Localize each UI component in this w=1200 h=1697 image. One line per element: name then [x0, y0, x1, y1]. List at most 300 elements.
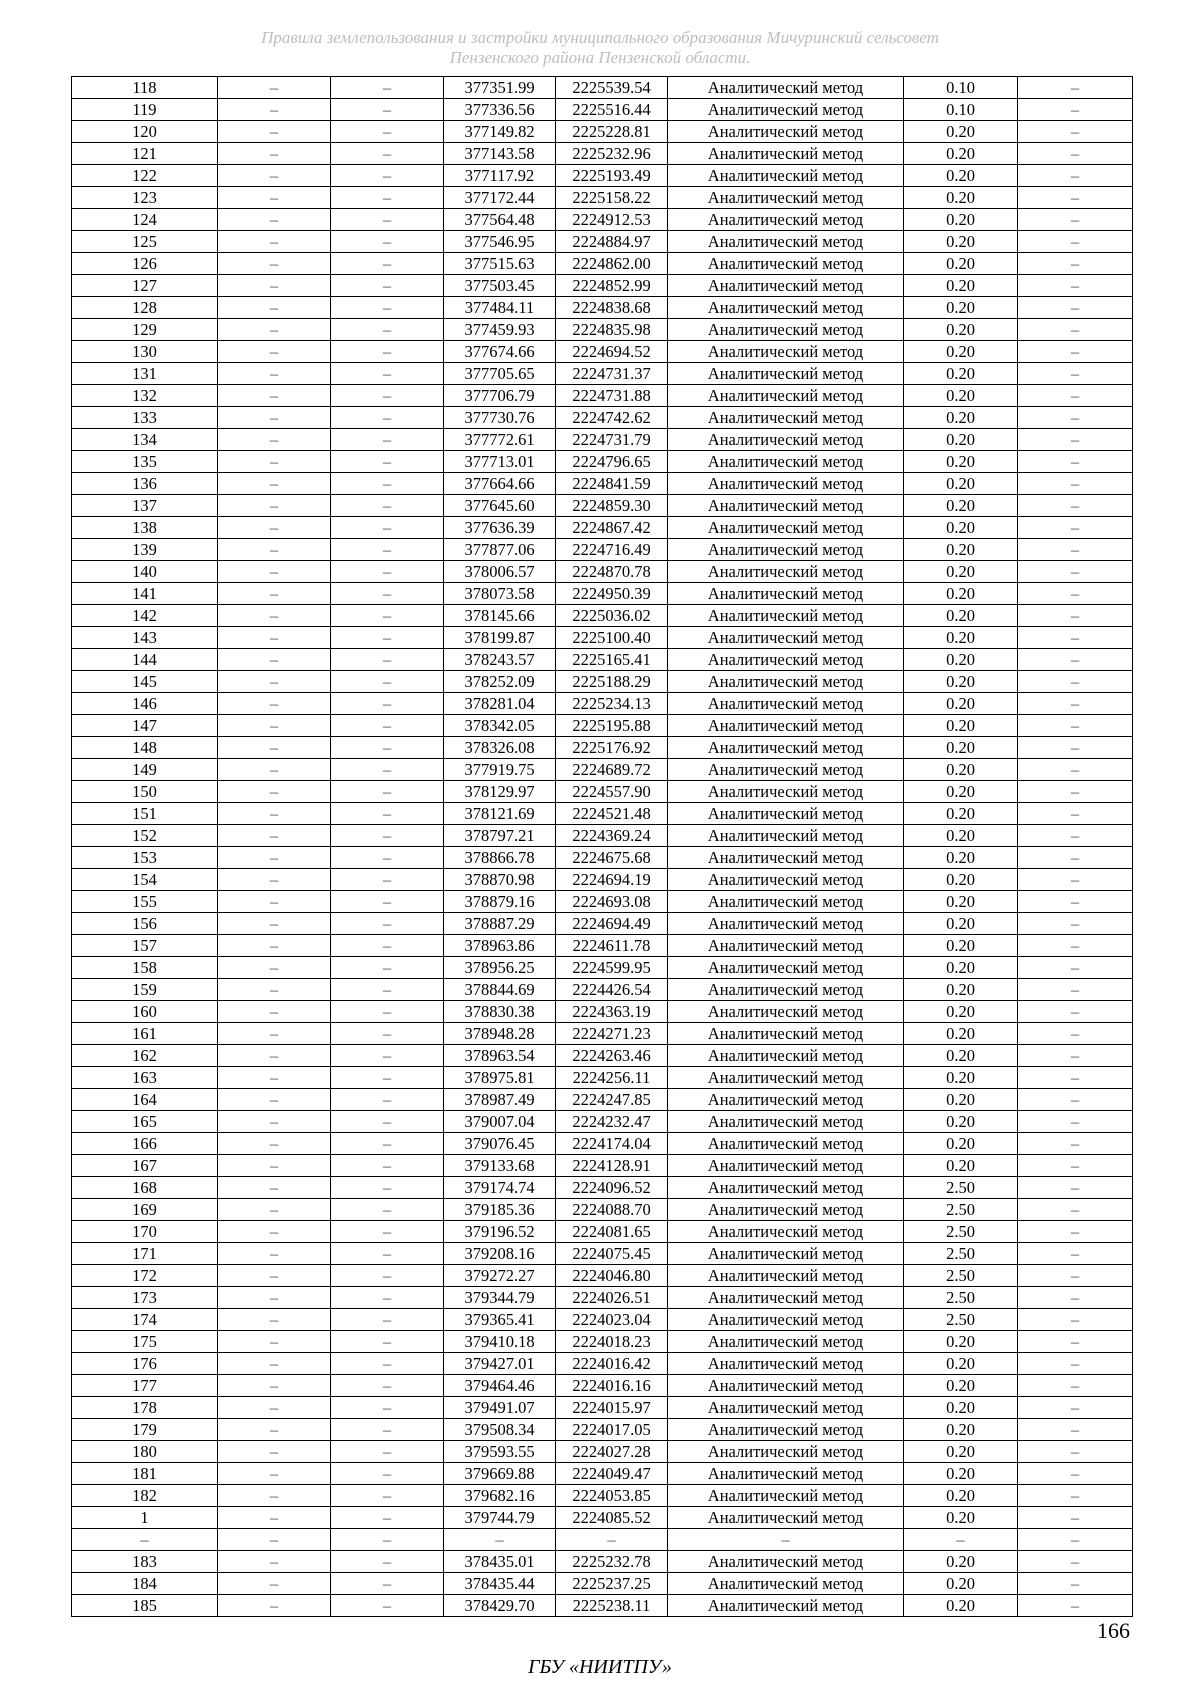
table-cell: 377706.79 — [444, 385, 556, 407]
table-row — [72, 1551, 1133, 1573]
table-cell: 139 — [72, 539, 218, 561]
table-cell: 379133.68 — [444, 1155, 556, 1177]
table-cell: 2224693.08 — [556, 891, 668, 913]
table-cell: Аналитический метод — [668, 473, 904, 495]
table-cell: 0.20 — [904, 473, 1018, 495]
table-cell: – — [1018, 1045, 1133, 1067]
table-cell: 176 — [72, 1353, 218, 1375]
table-cell: 145 — [72, 671, 218, 693]
table-row — [72, 1155, 1133, 1177]
table-cell: 377919.75 — [444, 759, 556, 781]
table-cell: – — [1018, 1375, 1133, 1397]
table-cell: Аналитический метод — [668, 209, 904, 231]
table-cell: 166 — [72, 1133, 218, 1155]
table-row — [72, 341, 1133, 363]
table-cell: – — [331, 1067, 444, 1089]
table-cell: 2224096.52 — [556, 1177, 668, 1199]
table-cell: 2225176.92 — [556, 737, 668, 759]
table-cell: 164 — [72, 1089, 218, 1111]
table-cell: – — [331, 825, 444, 847]
table-row — [72, 1397, 1133, 1419]
table-cell: 134 — [72, 429, 218, 451]
table-cell: 2224870.78 — [556, 561, 668, 583]
table-cell: 0.20 — [904, 319, 1018, 341]
table-cell: – — [331, 1177, 444, 1199]
table-cell: 2224694.52 — [556, 341, 668, 363]
table-cell: – — [331, 715, 444, 737]
table-cell: Аналитический метод — [668, 319, 904, 341]
table-cell: 174 — [72, 1309, 218, 1331]
table-cell: 144 — [72, 649, 218, 671]
table-cell: Аналитический метод — [668, 1551, 904, 1573]
table-cell: Аналитический метод — [668, 407, 904, 429]
table-cell: 2225100.40 — [556, 627, 668, 649]
table-row — [72, 605, 1133, 627]
table-row — [72, 1045, 1133, 1067]
table-cell: 379682.16 — [444, 1485, 556, 1507]
table-cell: 2224088.70 — [556, 1199, 668, 1221]
table-cell: 377336.56 — [444, 99, 556, 121]
table-cell: 378145.66 — [444, 605, 556, 627]
table-cell: – — [1018, 1067, 1133, 1089]
table-cell: – — [1018, 957, 1133, 979]
table-row — [72, 1331, 1133, 1353]
table-cell: 0.20 — [904, 671, 1018, 693]
table-cell: – — [1018, 385, 1133, 407]
table-cell: 0.20 — [904, 363, 1018, 385]
table-cell: 0.20 — [904, 803, 1018, 825]
table-cell: – — [331, 583, 444, 605]
table-cell: – — [1018, 869, 1133, 891]
table-cell: Аналитический метод — [668, 605, 904, 627]
table-cell: 0.20 — [904, 187, 1018, 209]
header-line-2: Пензенского района Пензенской области. — [449, 48, 751, 67]
table-cell: Аналитический метод — [668, 627, 904, 649]
table-cell: 2224128.91 — [556, 1155, 668, 1177]
table-cell: – — [1018, 847, 1133, 869]
table-cell: – — [218, 583, 331, 605]
table-cell: – — [218, 737, 331, 759]
table-cell: 2224716.49 — [556, 539, 668, 561]
table-cell: 2224611.78 — [556, 935, 668, 957]
table-cell: 2224053.85 — [556, 1485, 668, 1507]
table-row — [72, 561, 1133, 583]
table-cell: 0.20 — [904, 231, 1018, 253]
table-cell: 2224426.54 — [556, 979, 668, 1001]
table-cell: – — [1018, 473, 1133, 495]
table-cell: – — [218, 1265, 331, 1287]
table-cell: – — [218, 671, 331, 693]
table-cell: 377772.61 — [444, 429, 556, 451]
table-cell: 0.20 — [904, 1595, 1018, 1617]
table-cell: Аналитический метод — [668, 341, 904, 363]
table-cell: – — [1018, 121, 1133, 143]
table-row — [72, 1133, 1133, 1155]
table-cell: – — [668, 1529, 904, 1551]
table-cell: – — [218, 253, 331, 275]
table-cell: – — [1018, 1089, 1133, 1111]
table-cell: – — [1018, 341, 1133, 363]
table-cell: 378199.87 — [444, 627, 556, 649]
table-cell: – — [331, 693, 444, 715]
table-cell: – — [331, 671, 444, 693]
table-cell: – — [218, 143, 331, 165]
table-cell: – — [331, 473, 444, 495]
table-cell: 2225516.44 — [556, 99, 668, 121]
table-cell: 150 — [72, 781, 218, 803]
table-cell: – — [1018, 363, 1133, 385]
table-cell: 118 — [72, 77, 218, 99]
table-cell: Аналитический метод — [668, 825, 904, 847]
table-cell: 379593.55 — [444, 1441, 556, 1463]
table-row — [72, 649, 1133, 671]
table-row — [72, 517, 1133, 539]
table-cell: 377730.76 — [444, 407, 556, 429]
table-cell: 2225234.13 — [556, 693, 668, 715]
table-cell: 2225539.54 — [556, 77, 668, 99]
table-cell: Аналитический метод — [668, 979, 904, 1001]
table-cell: – — [218, 605, 331, 627]
table-cell: 2224232.47 — [556, 1111, 668, 1133]
table-cell: 0.20 — [904, 1023, 1018, 1045]
table-cell: 377351.99 — [444, 77, 556, 99]
table-cell: – — [1018, 649, 1133, 671]
table-cell: – — [331, 539, 444, 561]
table-cell: – — [218, 187, 331, 209]
table-cell: Аналитический метод — [668, 1111, 904, 1133]
table-cell: – — [218, 407, 331, 429]
table-cell: 377705.65 — [444, 363, 556, 385]
table-cell: Аналитический метод — [668, 693, 904, 715]
table-cell: 0.20 — [904, 847, 1018, 869]
table-cell: 2224675.68 — [556, 847, 668, 869]
table-cell: 2224557.90 — [556, 781, 668, 803]
table-cell: – — [331, 605, 444, 627]
table-cell: 2224689.72 — [556, 759, 668, 781]
table-cell: 0.20 — [904, 407, 1018, 429]
table-cell: – — [1018, 737, 1133, 759]
table-cell: 2224862.00 — [556, 253, 668, 275]
table-cell: Аналитический метод — [668, 737, 904, 759]
table-cell: 378797.21 — [444, 825, 556, 847]
table-cell: 130 — [72, 341, 218, 363]
table-cell: – — [1018, 297, 1133, 319]
table-cell: 159 — [72, 979, 218, 1001]
table-cell: – — [331, 781, 444, 803]
table-cell: Аналитический метод — [668, 759, 904, 781]
table-cell: 173 — [72, 1287, 218, 1309]
table-cell: 377877.06 — [444, 539, 556, 561]
table-row — [72, 913, 1133, 935]
table-cell: – — [331, 1485, 444, 1507]
table-cell: – — [331, 143, 444, 165]
table-cell: – — [331, 913, 444, 935]
table-cell: 378006.57 — [444, 561, 556, 583]
table-cell: 377172.44 — [444, 187, 556, 209]
table-cell: 378429.70 — [444, 1595, 556, 1617]
table-cell: 0.20 — [904, 1001, 1018, 1023]
table-cell: Аналитический метод — [668, 165, 904, 187]
table-cell: 177 — [72, 1375, 218, 1397]
table-cell: 135 — [72, 451, 218, 473]
table-cell: – — [331, 803, 444, 825]
table-cell: 2224859.30 — [556, 495, 668, 517]
table-cell: – — [331, 891, 444, 913]
table-cell: 2224867.42 — [556, 517, 668, 539]
table-cell: – — [331, 1265, 444, 1287]
table-cell: 162 — [72, 1045, 218, 1067]
table-cell: 378866.78 — [444, 847, 556, 869]
table-cell: 0.20 — [904, 737, 1018, 759]
table-cell: – — [331, 407, 444, 429]
table-cell: 2.50 — [904, 1287, 1018, 1309]
table-row — [72, 77, 1133, 99]
table-cell: 0.10 — [904, 99, 1018, 121]
table-cell: 379669.88 — [444, 1463, 556, 1485]
table-cell: – — [331, 297, 444, 319]
table-cell: 2224838.68 — [556, 297, 668, 319]
table-cell: 378435.44 — [444, 1573, 556, 1595]
table-cell: Аналитический метод — [668, 1309, 904, 1331]
table-row — [72, 1595, 1133, 1617]
table-cell: 165 — [72, 1111, 218, 1133]
table-cell: 131 — [72, 363, 218, 385]
table-cell: 2224018.23 — [556, 1331, 668, 1353]
table-cell: – — [1018, 429, 1133, 451]
table-cell: Аналитический метод — [668, 1023, 904, 1045]
table-row — [72, 1529, 1133, 1551]
table-row — [72, 935, 1133, 957]
table-row — [72, 1353, 1133, 1375]
table-cell: – — [1018, 165, 1133, 187]
table-row — [72, 363, 1133, 385]
table-cell: – — [218, 1221, 331, 1243]
table-cell: 133 — [72, 407, 218, 429]
table-row — [72, 693, 1133, 715]
table-cell: 2224363.19 — [556, 1001, 668, 1023]
table-cell: – — [1018, 1111, 1133, 1133]
table-cell: Аналитический метод — [668, 1199, 904, 1221]
table-cell: Аналитический метод — [668, 649, 904, 671]
table-row — [72, 1507, 1133, 1529]
table-cell: 2225232.78 — [556, 1551, 668, 1573]
table-cell: 2.50 — [904, 1309, 1018, 1331]
table-cell: 0.20 — [904, 605, 1018, 627]
table-cell: 2224049.47 — [556, 1463, 668, 1485]
table-cell: 0.20 — [904, 979, 1018, 1001]
table-cell: 378243.57 — [444, 649, 556, 671]
table-cell: – — [1018, 803, 1133, 825]
table-cell: 122 — [72, 165, 218, 187]
table-cell: – — [331, 429, 444, 451]
table-cell: – — [331, 1595, 444, 1617]
table-cell: – — [1018, 407, 1133, 429]
table-cell: 0.20 — [904, 1573, 1018, 1595]
table-cell: – — [218, 715, 331, 737]
table-cell: 378830.38 — [444, 1001, 556, 1023]
table-cell: – — [331, 957, 444, 979]
table-cell: – — [331, 1111, 444, 1133]
table-cell: – — [218, 121, 331, 143]
table-cell: Аналитический метод — [668, 1155, 904, 1177]
table-cell: 377636.39 — [444, 517, 556, 539]
table-cell: Аналитический метод — [668, 1573, 904, 1595]
table-cell: 2224731.79 — [556, 429, 668, 451]
table-cell: – — [218, 957, 331, 979]
table-cell: – — [331, 1551, 444, 1573]
table-cell: 155 — [72, 891, 218, 913]
table-cell: 178 — [72, 1397, 218, 1419]
table-cell: – — [1018, 759, 1133, 781]
table-cell: – — [331, 1287, 444, 1309]
table-cell: 169 — [72, 1199, 218, 1221]
table-row — [72, 737, 1133, 759]
table-cell: – — [331, 121, 444, 143]
table-cell: – — [331, 737, 444, 759]
table-cell: 172 — [72, 1265, 218, 1287]
table-cell: 0.20 — [904, 143, 1018, 165]
table-cell: – — [218, 1551, 331, 1573]
table-cell: 2224247.85 — [556, 1089, 668, 1111]
table-row — [72, 1023, 1133, 1045]
table-row — [72, 275, 1133, 297]
table-cell: 378963.54 — [444, 1045, 556, 1067]
table-cell: 126 — [72, 253, 218, 275]
table-cell: Аналитический метод — [668, 957, 904, 979]
table-cell: – — [218, 165, 331, 187]
table-cell: 2225228.81 — [556, 121, 668, 143]
table-cell: 147 — [72, 715, 218, 737]
table-cell: 0.20 — [904, 627, 1018, 649]
table-cell: 0.20 — [904, 341, 1018, 363]
table-cell: 0.20 — [904, 1067, 1018, 1089]
table-cell: Аналитический метод — [668, 803, 904, 825]
table-cell: – — [1018, 1529, 1133, 1551]
table-cell: – — [1018, 693, 1133, 715]
coordinates-table — [71, 76, 1133, 1617]
table-cell: – — [218, 891, 331, 913]
table-cell: 156 — [72, 913, 218, 935]
table-cell: – — [1018, 1287, 1133, 1309]
table-cell: 378987.49 — [444, 1089, 556, 1111]
table-cell: 2.50 — [904, 1177, 1018, 1199]
table-cell: 379365.41 — [444, 1309, 556, 1331]
table-cell: 121 — [72, 143, 218, 165]
table-cell: – — [331, 495, 444, 517]
table-cell: 378281.04 — [444, 693, 556, 715]
table-cell: – — [331, 517, 444, 539]
table-cell: 181 — [72, 1463, 218, 1485]
table-row — [72, 825, 1133, 847]
table-cell: 378844.69 — [444, 979, 556, 1001]
table-cell: Аналитический метод — [668, 121, 904, 143]
table-cell: Аналитический метод — [668, 1397, 904, 1419]
table-cell: 0.20 — [904, 209, 1018, 231]
table-cell: 378948.28 — [444, 1023, 556, 1045]
table-row — [72, 1221, 1133, 1243]
table-cell: – — [218, 1595, 331, 1617]
table-row — [72, 1375, 1133, 1397]
table-cell: Аналитический метод — [668, 1485, 904, 1507]
table-cell: – — [218, 1419, 331, 1441]
table-cell: Аналитический метод — [668, 77, 904, 99]
table-cell: 377564.48 — [444, 209, 556, 231]
table-cell: – — [1018, 539, 1133, 561]
table-cell: 377484.11 — [444, 297, 556, 319]
table-cell: – — [331, 1463, 444, 1485]
table-cell: 0.20 — [904, 451, 1018, 473]
table-cell: Аналитический метод — [668, 1089, 904, 1111]
page-number: 166 — [1097, 1618, 1130, 1643]
table-row — [72, 891, 1133, 913]
table-cell: 0.20 — [904, 693, 1018, 715]
table-cell: 2224081.65 — [556, 1221, 668, 1243]
table-cell: – — [1018, 1309, 1133, 1331]
table-cell: 141 — [72, 583, 218, 605]
table-cell: – — [218, 649, 331, 671]
table-cell: – — [331, 1507, 444, 1529]
table-cell: – — [218, 627, 331, 649]
table-cell: 378956.25 — [444, 957, 556, 979]
table-row — [72, 451, 1133, 473]
table-row — [72, 407, 1133, 429]
table-cell: – — [1018, 319, 1133, 341]
table-row — [72, 121, 1133, 143]
table-cell: Аналитический метод — [668, 253, 904, 275]
table-cell: – — [1018, 891, 1133, 913]
table-cell: 377459.93 — [444, 319, 556, 341]
table-cell: Аналитический метод — [668, 671, 904, 693]
table-cell: – — [218, 913, 331, 935]
table-cell: 378129.97 — [444, 781, 556, 803]
table-cell: – — [1018, 583, 1133, 605]
table-cell: – — [1018, 913, 1133, 935]
table-cell: 0.20 — [904, 495, 1018, 517]
table-cell: 2224015.97 — [556, 1397, 668, 1419]
table-row — [72, 1089, 1133, 1111]
table-cell: 175 — [72, 1331, 218, 1353]
table-cell: 0.20 — [904, 1089, 1018, 1111]
table-cell: 2224016.42 — [556, 1353, 668, 1375]
table-cell: Аналитический метод — [668, 1287, 904, 1309]
table-cell: 2.50 — [904, 1265, 1018, 1287]
table-row — [72, 1463, 1133, 1485]
table-cell: – — [218, 319, 331, 341]
table-cell: – — [1018, 143, 1133, 165]
table-cell: – — [218, 1485, 331, 1507]
table-cell: 2225036.02 — [556, 605, 668, 627]
table-cell: Аналитический метод — [668, 1243, 904, 1265]
table-cell: – — [331, 1221, 444, 1243]
table-row — [72, 1287, 1133, 1309]
table-cell: 0.20 — [904, 1463, 1018, 1485]
table-cell: 184 — [72, 1573, 218, 1595]
table-row — [72, 1199, 1133, 1221]
table-cell: Аналитический метод — [668, 1133, 904, 1155]
table-cell: 0.20 — [904, 869, 1018, 891]
table-cell: – — [331, 99, 444, 121]
table-cell: – — [331, 1529, 444, 1551]
table-cell: 2224016.16 — [556, 1375, 668, 1397]
table-cell: – — [556, 1529, 668, 1551]
table-cell: – — [218, 1287, 331, 1309]
table-cell: – — [1018, 627, 1133, 649]
table-cell: – — [1018, 1595, 1133, 1617]
table-cell: 379491.07 — [444, 1397, 556, 1419]
table-row — [72, 957, 1133, 979]
table-cell: 170 — [72, 1221, 218, 1243]
table-cell: 379076.45 — [444, 1133, 556, 1155]
